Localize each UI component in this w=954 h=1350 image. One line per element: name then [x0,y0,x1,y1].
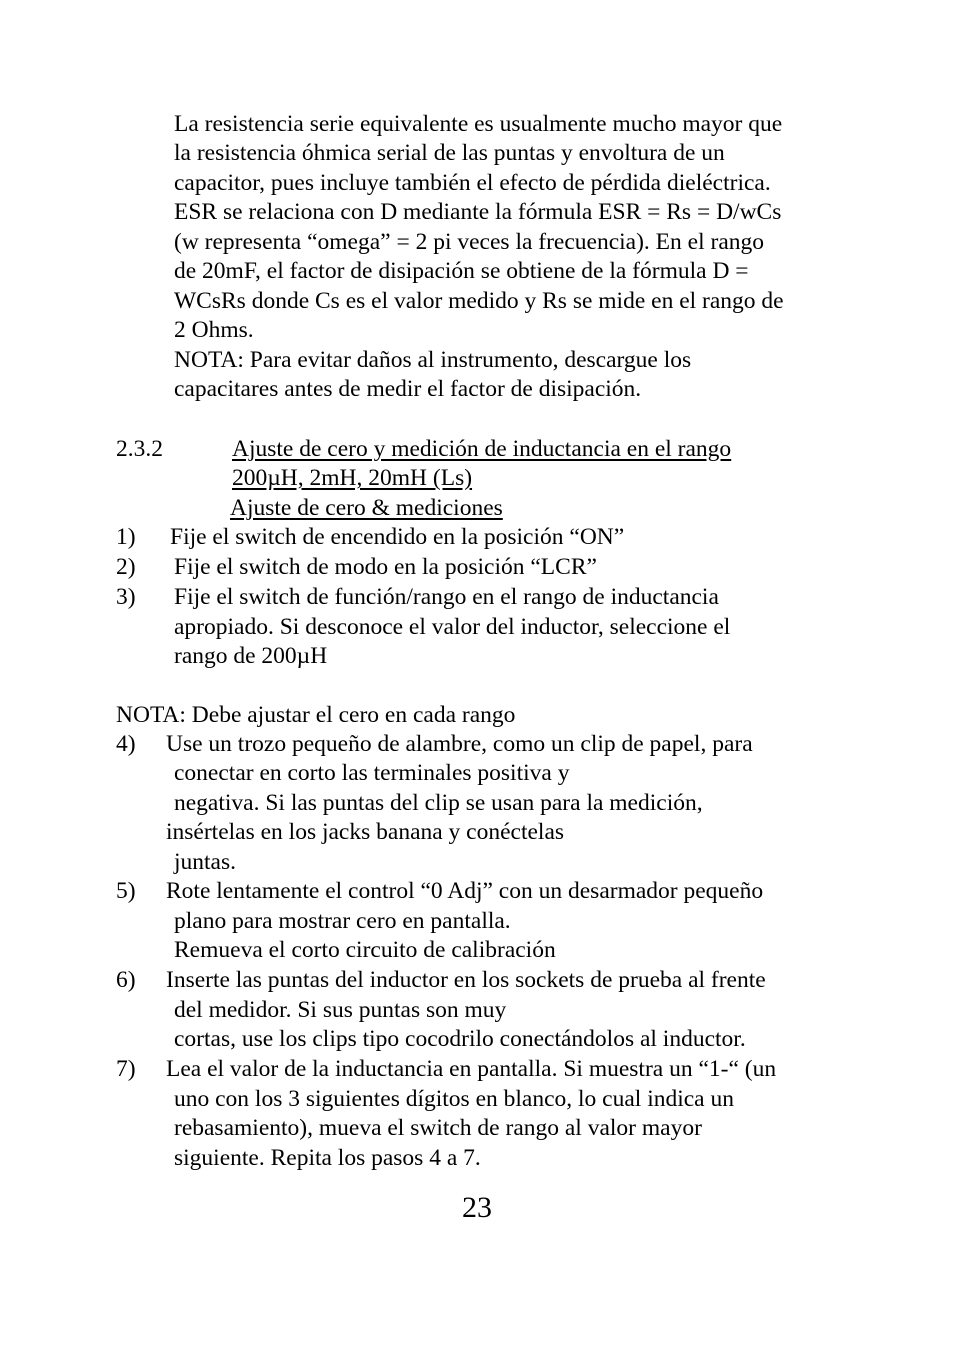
step-text: Remueva el corto circuito de calibración [174,937,556,963]
intro-line: capacitor, pues incluye también el efecto de pérdida dieléctrica. [174,170,771,196]
page-number: 23 [462,1191,492,1224]
step-text: apropiado. Si desconoce el valor del inductor, seleccione el [174,614,731,640]
step-text: Use un trozo pequeño de alambre, como un clip de papel, para [166,731,753,757]
intro-line: (w representa “omega” = 2 pi veces la frecuencia). En el rango [174,229,765,255]
step-text: plano para mostrar cero en pantalla. [174,908,511,934]
step-text: Rote lentamente el control “0 Adj” con un desarmador pequeño [166,878,764,904]
step-text: del medidor. Si sus puntas son muy [174,997,507,1023]
step-number: 7) [116,1056,136,1082]
step-text: siguiente. Repita los pasos 4 a 7. [174,1145,481,1171]
step-number: 3) [116,584,136,610]
intro-line: WCsRs donde Cs es el valor medido y Rs se mide en el rango de [174,288,784,314]
step-text: Lea el valor de la inductancia en pantalla. Si muestra un “1-“ (un [166,1056,777,1082]
section-number: 2.3.2 [116,436,163,462]
step-text: negativa. Si las puntas del clip se usan para la medición, [174,790,703,816]
note-text: NOTA: Debe ajustar el cero en cada rango [116,702,516,728]
step-number: 2) [116,554,136,580]
intro-line: la resistencia óhmica serial de las puntas y envoltura de un [174,140,725,166]
section-subtitle: Ajuste de cero & mediciones [230,495,503,521]
intro-line: ESR se relaciona con D mediante la fórmula ESR = Rs = D/wCs [174,199,782,225]
intro-line: La resistencia serie equivalente es usualmente mucho mayor que [174,111,783,137]
step-text: juntas. [174,849,237,875]
intro-line: capacitares antes de medir el factor de disipación. [174,376,642,402]
intro-line: de 20mF, el factor de disipación se obtiene de la fórmula D = [174,258,749,284]
step-text: rebasamiento), mueva el switch de rango al valor mayor [174,1115,702,1141]
step-text: Inserte las puntas del inductor en los sockets de prueba al frente [166,967,766,993]
step-number: 6) [116,967,136,993]
step-text: Fije el switch de función/rango en el rango de inductancia [174,584,719,610]
step-text: uno con los 3 siguientes dígitos en blanco, lo cual indica un [174,1086,734,1112]
step-number: 4) [116,731,136,757]
step-number: 5) [116,878,136,904]
step-text: Fije el switch de modo en la posición “LCR” [174,554,597,580]
step-text: conectar en corto las terminales positiva y [174,760,570,786]
step-number: 1) [116,524,136,550]
step-text: cortas, use los clips tipo cocodrilo conectándolos al inductor. [174,1026,746,1052]
step-text: insértelas en los jacks banana y conéctelas [166,819,565,845]
step-text: Fije el switch de encendido en la posición “ON” [170,524,625,550]
section-title-line: 200µH, 2mH, 20mH (Ls) [232,465,473,491]
intro-line: 2 Ohms. [174,317,254,343]
step-text: rango de 200µH [174,643,328,669]
section-title-line: Ajuste de cero y medición de inductancia en el rango [232,436,732,462]
intro-line: NOTA: Para evitar daños al instrumento, descargue los [174,347,692,373]
